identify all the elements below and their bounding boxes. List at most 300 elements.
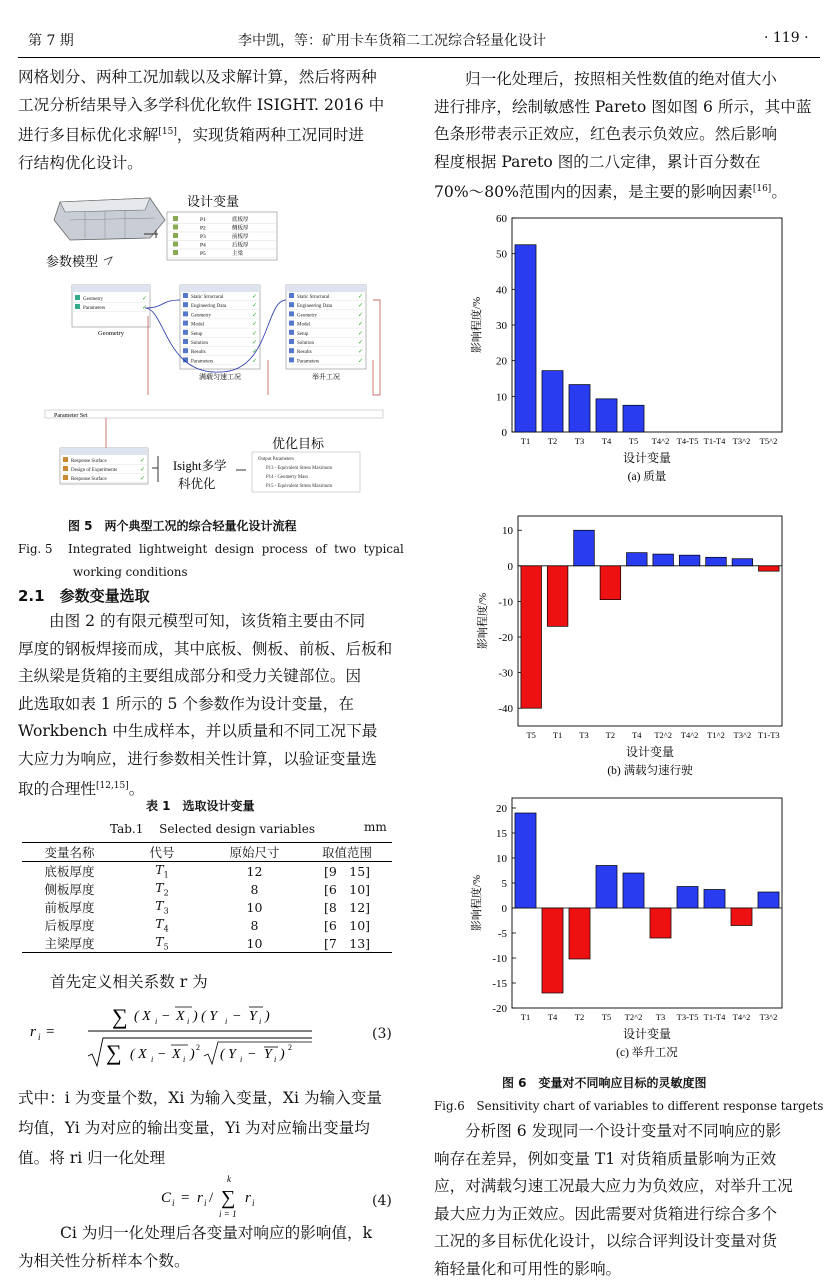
equation-3-number: (3): [372, 1026, 392, 1042]
check-icon: ✓: [252, 349, 258, 356]
text-line: 应，对满载匀速工况最大应力为负效应，对举升工况: [434, 1177, 793, 1195]
svg-text:i: i: [252, 1198, 255, 1208]
table-cell: [9 15]: [323, 864, 371, 879]
cell-label: Setup: [297, 331, 309, 337]
target-row: P15 - Equivalent Stress Maximum: [266, 484, 333, 489]
cell-icon: [289, 330, 294, 335]
equation-4-graphic: [155, 1172, 285, 1220]
y-tick-label: -30: [498, 667, 513, 680]
text-line: Workbench 中生成样本，并以质量和不同工况下最: [18, 722, 378, 740]
bar: [758, 892, 779, 908]
svg-text:C: C: [161, 1190, 172, 1206]
var-name: 底板厚: [232, 217, 249, 223]
cell-icon: [183, 321, 188, 326]
bar: [600, 566, 621, 600]
text-segment: 进行多目标优化求解: [18, 126, 159, 145]
cell-label: Static Structural: [191, 295, 224, 300]
target-row: P13 - Equivalent Stress Maximum: [266, 466, 333, 471]
cell-label: Setup: [191, 331, 203, 337]
var-name: 侧板厚: [232, 225, 249, 232]
cell-label: Design of Experiments: [71, 468, 118, 473]
text-line: 大应力为响应，进行参数相关性计算，以验证变量选: [18, 749, 377, 768]
text-line: 程度根据 Pareto 图的二八定律，累计百分数在: [434, 152, 761, 171]
svg-text:( X: ( X: [134, 1009, 151, 1024]
svg-text:): ): [280, 1047, 285, 1062]
x-tick-label: T2^2: [654, 730, 673, 740]
y-tick-label: 0: [507, 560, 513, 573]
text-line: [18, 119, 404, 150]
text-line: 此选取如表 1 所示的 5 个参数作为设计变量，在: [18, 694, 354, 713]
label-optimization-target: 优化目标: [272, 436, 325, 451]
citation: [15]: [158, 127, 177, 137]
check-icon: ✓: [252, 340, 258, 346]
var-name: 后板厚: [232, 242, 249, 249]
y-tick-label: 60: [496, 213, 507, 225]
x-tick-label: T1: [520, 436, 531, 446]
figure-5-caption-cn: 图 5 两个典型工况的综合轻量化设计流程: [68, 519, 297, 533]
check-icon: ✓: [252, 321, 258, 328]
x-tick-label: T1: [520, 1012, 531, 1022]
table-cell: [6 10]: [323, 918, 371, 933]
equation-4: [155, 1172, 285, 1220]
cell-icon: [289, 321, 294, 326]
svg-text:i: i: [38, 1032, 41, 1042]
bar: [623, 873, 644, 908]
target-row: P14 - Geometry Mass: [266, 475, 308, 480]
label-parameter-model: 参数模型: [46, 254, 99, 269]
equation-4-number: (4): [372, 1193, 392, 1209]
equation-3: [30, 994, 330, 1074]
figure-5-caption-en-1: Fig. 5 Integrated lightweight design process of two typical: [18, 542, 404, 556]
x-tick-label: T3: [655, 1012, 666, 1022]
header-article-title: 李中凯，等：矿用卡车货箱二工况综合轻量化设计: [238, 33, 546, 49]
table-row: [22, 916, 392, 934]
table-cell: [7 13]: [323, 936, 371, 951]
svg-text:r: r: [30, 1024, 36, 1040]
x-tick-label: T1: [552, 730, 563, 740]
x-tick-label: T1-T4: [703, 1012, 726, 1022]
x-tick-label: T4-T5: [676, 436, 699, 446]
y-tick-label: 10: [496, 391, 507, 404]
cell-icon: [289, 357, 294, 362]
svg-text:−: −: [248, 1047, 256, 1062]
label-design-variables: 设计变量: [187, 194, 240, 209]
chart-a-mass: [462, 208, 792, 494]
x-tick-label: T4: [632, 730, 642, 740]
bar: [515, 813, 536, 908]
x-tick-label: T4^2: [651, 436, 670, 446]
text-line: Ci 为归一化处理后各变量对响应的影响值，k: [60, 1224, 373, 1242]
citation: [12,15]: [95, 781, 129, 791]
table-cell: 12: [246, 863, 263, 879]
y-tick-label: -10: [492, 953, 507, 965]
x-tick-label: T3^2: [732, 436, 751, 446]
table-cell: 后板厚度: [44, 918, 95, 933]
bar: [515, 245, 536, 432]
table-row: [22, 880, 392, 898]
parameter-icon: [173, 250, 178, 255]
x-tick-label: T5: [601, 1012, 612, 1022]
svg-text:∑: ∑: [221, 1187, 236, 1209]
x-tick-label: T2: [574, 1012, 585, 1022]
check-icon: ✓: [358, 312, 364, 319]
parameter-set: Parameter Set: [54, 413, 88, 419]
svg-text:X: X: [176, 1009, 185, 1024]
y-tick-label: 0: [501, 427, 507, 439]
y-axis-label: 影响程度/%: [471, 296, 483, 354]
svg-text:/: /: [209, 1190, 214, 1206]
text-line: 响存在差异，例如变量 T1 对货箱质量影响为正效: [434, 1149, 777, 1168]
chart-subtitle: (a) 质量: [627, 471, 667, 483]
y-tick-label: -5: [497, 928, 507, 940]
bar: [596, 866, 617, 909]
svg-text:X: X: [172, 1047, 181, 1062]
check-icon: ✓: [252, 330, 258, 337]
text-line: 工况分析结果导入多学科优化软件 ISIGHT. 2016 中: [18, 95, 385, 114]
table-cell: 8: [250, 917, 259, 933]
text-line: 分析图 6 发现同一个设计变量对不同响应的影: [465, 1122, 782, 1140]
svg-text:i = 1: i = 1: [219, 1209, 237, 1219]
left-paragraph-4: [18, 1083, 404, 1173]
x-tick-label: T3-T5: [676, 1012, 699, 1022]
bar: [574, 530, 595, 566]
x-axis-label: 设计变量: [622, 1027, 672, 1041]
svg-text:=: =: [181, 1190, 190, 1206]
cell-label: Parameters: [191, 359, 214, 365]
cell-icon: [183, 293, 188, 298]
x-tick-label: T3^2: [759, 1012, 778, 1022]
cell-icon: [289, 311, 294, 316]
check-icon: ✓: [358, 340, 364, 346]
y-tick-label: 40: [496, 284, 507, 297]
svg-text:r: r: [245, 1190, 251, 1206]
text-line: 行结构优化设计。: [18, 153, 143, 172]
y-tick-label: 20: [496, 803, 507, 815]
y-tick-label: 10: [496, 853, 507, 865]
svg-text:i: i: [225, 1017, 228, 1026]
label-isight-line-1: Isight多学: [173, 459, 227, 473]
y-tick-label: 20: [496, 355, 507, 368]
workflow-diagram: [40, 190, 400, 500]
header-rule: [18, 57, 820, 58]
cell-icon: [75, 304, 80, 309]
table-header: 原始尺寸: [229, 845, 280, 860]
bar: [569, 385, 590, 432]
var-id: P5: [200, 251, 206, 257]
bar: [650, 908, 671, 938]
text-line: 厚度的钢板焊接而成，其中底板、侧板、前板、后板和: [18, 639, 393, 658]
cell-icon: [63, 457, 68, 462]
text-line: 主纵梁是货箱的主要组成部分和受力关键部位。因: [18, 667, 362, 685]
check-icon: ✓: [142, 305, 148, 311]
x-axis-label: 设计变量: [622, 451, 672, 465]
table-1-unit: mm: [364, 820, 387, 834]
var-id: P4: [200, 242, 206, 249]
y-tick-label: 0: [501, 903, 507, 915]
table-cell: 前板厚度: [44, 900, 95, 915]
cell-icon: [289, 339, 294, 344]
table-cell: $T_5$: [155, 934, 169, 952]
cell-label: Parameters: [83, 306, 106, 311]
svg-text:∑: ∑: [112, 1004, 128, 1029]
x-tick-label: T5^2: [759, 436, 778, 446]
cell-label: Engineering Data: [297, 304, 333, 310]
x-tick-label: T1-T4: [703, 436, 726, 446]
citation: [16]: [752, 184, 772, 194]
svg-text:i: i: [240, 1055, 243, 1064]
var-id: P3: [200, 234, 206, 240]
cell-icon: [183, 348, 188, 353]
text-segment: 。: [128, 780, 145, 799]
table-1: [22, 842, 392, 953]
text-line: [434, 176, 820, 207]
equation-3-graphic: [30, 994, 330, 1074]
table-row: [22, 934, 392, 953]
x-tick-label: T3^2: [733, 730, 752, 740]
x-tick-label: T3: [579, 730, 589, 740]
text-line: 值。将 ri 归一化处理: [18, 1149, 166, 1167]
cell-icon: [289, 293, 294, 298]
x-tick-label: T1-T3: [757, 730, 780, 740]
bar: [677, 887, 698, 909]
left-paragraph-1: [18, 64, 404, 177]
text-line: 归一化处理后，按照相关性数值的绝对值大小: [465, 70, 777, 88]
var-id: P2: [200, 225, 206, 232]
table-row: [22, 898, 392, 916]
cell-label: Results: [191, 350, 206, 356]
chart-subtitle: (c) 举升工况: [616, 1047, 678, 1059]
text-line: 箱轻量化和可用性的影响。: [434, 1259, 622, 1278]
svg-text:−: −: [158, 1047, 166, 1062]
table-header: 变量名称: [44, 845, 95, 860]
right-paragraph-2: [434, 1118, 820, 1283]
text-segment: 70%～80%范围内的因素，是主要的影响因素: [434, 183, 753, 202]
figure-6-caption-en: Fig.6 Sensitivity chart of variables to different response targets: [434, 1099, 824, 1113]
table-cell: 10: [246, 899, 263, 915]
check-icon: ✓: [252, 303, 258, 310]
table-row: [22, 862, 392, 881]
cell-label: Model: [191, 322, 205, 328]
cell-label: Model: [297, 322, 311, 328]
var-name: 前板厚: [232, 234, 249, 240]
svg-text:=: =: [46, 1024, 55, 1040]
y-tick-label: 5: [501, 878, 507, 890]
svg-text:i: i: [204, 1198, 207, 1208]
right-paragraph-1: [434, 66, 820, 207]
y-tick-label: 50: [496, 248, 507, 261]
bar: [706, 557, 727, 566]
check-icon: ✓: [358, 358, 364, 365]
check-icon: ✓: [358, 330, 364, 337]
var-name: 主梁: [232, 251, 244, 257]
y-axis-label: 影响程度/%: [471, 874, 483, 932]
table-cell: [8 12]: [323, 900, 371, 915]
parameter-icon: [173, 216, 178, 221]
text-line: 工况的多目标优化设计，以综合评判设计变量对货: [434, 1232, 778, 1250]
bar: [547, 566, 568, 627]
left-paragraph-3: 首先定义相关系数 r 为: [50, 973, 208, 991]
bar: [759, 566, 780, 571]
svg-text:k: k: [227, 1174, 231, 1184]
check-icon: ✓: [252, 358, 258, 365]
svg-text:i: i: [151, 1055, 154, 1064]
figure-6-caption-cn: 图 6 变量对不同响应目标的灵敏度图: [502, 1076, 707, 1090]
cell-icon: [183, 302, 188, 307]
svg-text:2: 2: [288, 1043, 292, 1052]
table-header: 取值范围: [321, 845, 372, 860]
svg-text:) ( Y: ) ( Y: [193, 1009, 218, 1024]
label-isight-line-2: 科优化: [178, 477, 216, 491]
cell-label: Response Surface: [71, 477, 107, 482]
svg-text:∑: ∑: [106, 1040, 122, 1065]
x-tick-label: T5: [628, 436, 639, 446]
text-segment: 取的合理性: [18, 780, 96, 799]
full-load-title: 满载匀速工况: [199, 373, 241, 381]
text-line: 网格划分、两种工况加载以及求解计算，然后将两种: [18, 68, 377, 86]
text-line: 为相关性分析样本个数。: [18, 1251, 190, 1270]
check-icon: ✓: [358, 303, 364, 310]
bar: [679, 555, 700, 566]
y-tick-label: 10: [502, 525, 513, 538]
check-icon: ✓: [358, 294, 364, 300]
figure-5-caption-en-2: working conditions: [73, 565, 188, 579]
svg-text:2: 2: [196, 1043, 200, 1052]
cell-icon: [63, 475, 68, 480]
x-tick-label: T4: [547, 1012, 558, 1022]
x-tick-label: T2^2: [624, 1012, 643, 1022]
cell-label: Solution: [191, 341, 208, 346]
text-line: 色条形带表示正效应，红色表示负效应。然后影响: [434, 125, 778, 143]
svg-text:i: i: [274, 1055, 277, 1064]
table-cell: 主梁厚度: [44, 936, 95, 951]
svg-text:Y: Y: [249, 1009, 257, 1024]
text-line: 均值，Yi 为对应的输出变量，Yi 为对应输出变量均: [18, 1119, 370, 1137]
geometry-title: Geometry: [98, 330, 124, 337]
svg-text:Y: Y: [264, 1047, 272, 1062]
svg-text:i: i: [155, 1017, 158, 1026]
cell-icon: [183, 339, 188, 344]
cell-icon: [183, 330, 188, 335]
bar: [731, 908, 752, 926]
svg-text:( Y: ( Y: [220, 1047, 236, 1062]
y-tick-label: -20: [498, 632, 513, 645]
cell-label: Parameters: [297, 359, 320, 365]
x-tick-label: T5: [526, 730, 536, 740]
cell-label: Engineering Data: [191, 304, 227, 310]
check-icon: ✓: [252, 312, 258, 319]
bar: [542, 371, 563, 432]
x-tick-label: T3: [574, 436, 585, 446]
bar: [623, 405, 644, 432]
y-tick-label: -15: [492, 978, 507, 990]
figure-5: [40, 190, 400, 500]
x-tick-label: T4^2: [680, 730, 699, 740]
table-cell: 底板厚度: [44, 864, 95, 879]
cell-icon: [289, 348, 294, 353]
svg-text:i: i: [259, 1017, 262, 1026]
chart-subtitle: (b) 满载匀速行驶: [607, 765, 693, 777]
chart-c-lifting: [462, 792, 792, 1070]
bar: [542, 908, 563, 993]
svg-text:r: r: [197, 1190, 203, 1206]
svg-text:( X: ( X: [130, 1047, 147, 1062]
svg-text:−: −: [233, 1009, 241, 1024]
svg-text:): ): [190, 1047, 195, 1062]
cell-label: Geometry: [83, 297, 103, 302]
cell-icon: [75, 295, 80, 300]
y-tick-label: -10: [498, 596, 513, 609]
y-tick-label: 30: [496, 320, 507, 332]
x-axis-label: 设计变量: [625, 745, 675, 759]
chart-b-full-load: [462, 510, 792, 778]
svg-text:i: i: [187, 1017, 190, 1026]
y-axis-label: 影响程度/%: [477, 592, 489, 650]
cell-label: Results: [297, 350, 312, 356]
x-tick-label: T4: [601, 436, 612, 446]
parameter-icon: [173, 242, 178, 247]
check-icon: ✓: [252, 294, 258, 300]
left-paragraph-2: [18, 608, 404, 804]
cell-icon: [183, 311, 188, 316]
check-icon: ✓: [358, 349, 364, 356]
cell-label: Static Structural: [297, 295, 330, 300]
cell-icon: [289, 302, 294, 307]
check-icon: ✓: [140, 467, 146, 473]
bar: [732, 559, 753, 566]
table-cell: 侧板厚度: [44, 882, 95, 897]
check-icon: ✓: [140, 476, 146, 482]
table-cell: $T_2$: [155, 880, 169, 898]
text-line: 最大应力为正效应。因此需要对货箱进行综合多个: [434, 1204, 778, 1223]
bar: [569, 908, 590, 959]
x-tick-label: T2: [547, 436, 558, 446]
cell-label: Response Surface: [71, 459, 107, 464]
bar: [627, 553, 648, 566]
x-tick-label: T4^2: [732, 1012, 751, 1022]
bar: [596, 399, 617, 432]
header-journal-issue: 第 7 期: [28, 33, 74, 49]
y-tick-label: 15: [496, 828, 507, 840]
check-icon: ✓: [142, 296, 148, 302]
parameter-icon: [173, 233, 178, 238]
text-segment: 。: [771, 183, 787, 202]
var-id: P1: [200, 217, 206, 223]
bar: [521, 566, 542, 708]
x-tick-label: T1^2: [707, 730, 725, 740]
cell-label: Geometry: [297, 313, 317, 319]
table-header: 代号: [149, 845, 175, 860]
section-heading: 2.1 参数变量选取: [18, 587, 150, 605]
svg-text:−: −: [162, 1009, 170, 1024]
svg-text:i: i: [172, 1198, 175, 1208]
table-cell: $T_1$: [155, 862, 169, 880]
bar: [653, 554, 674, 566]
parameter-icon: [173, 225, 178, 230]
table-cell: [6 10]: [323, 882, 371, 897]
table-cell: 10: [246, 935, 263, 951]
table-cell: $T_3$: [155, 898, 169, 916]
y-tick-label: -20: [492, 1003, 507, 1015]
target-row: Output Parameters: [258, 457, 294, 462]
text-segment: ，实现货箱两种工况同时进: [176, 126, 364, 145]
svg-text:i: i: [183, 1055, 186, 1064]
cell-icon: [63, 466, 68, 471]
svg-text:): ): [265, 1009, 270, 1024]
y-tick-label: -40: [498, 703, 513, 716]
text-line: 式中：i 为变量个数，Xi 为输入变量，Xi 为输入变量: [18, 1089, 382, 1107]
table-1-title-en: Tab.1 Selected design variables: [110, 822, 316, 836]
bar: [704, 890, 725, 909]
